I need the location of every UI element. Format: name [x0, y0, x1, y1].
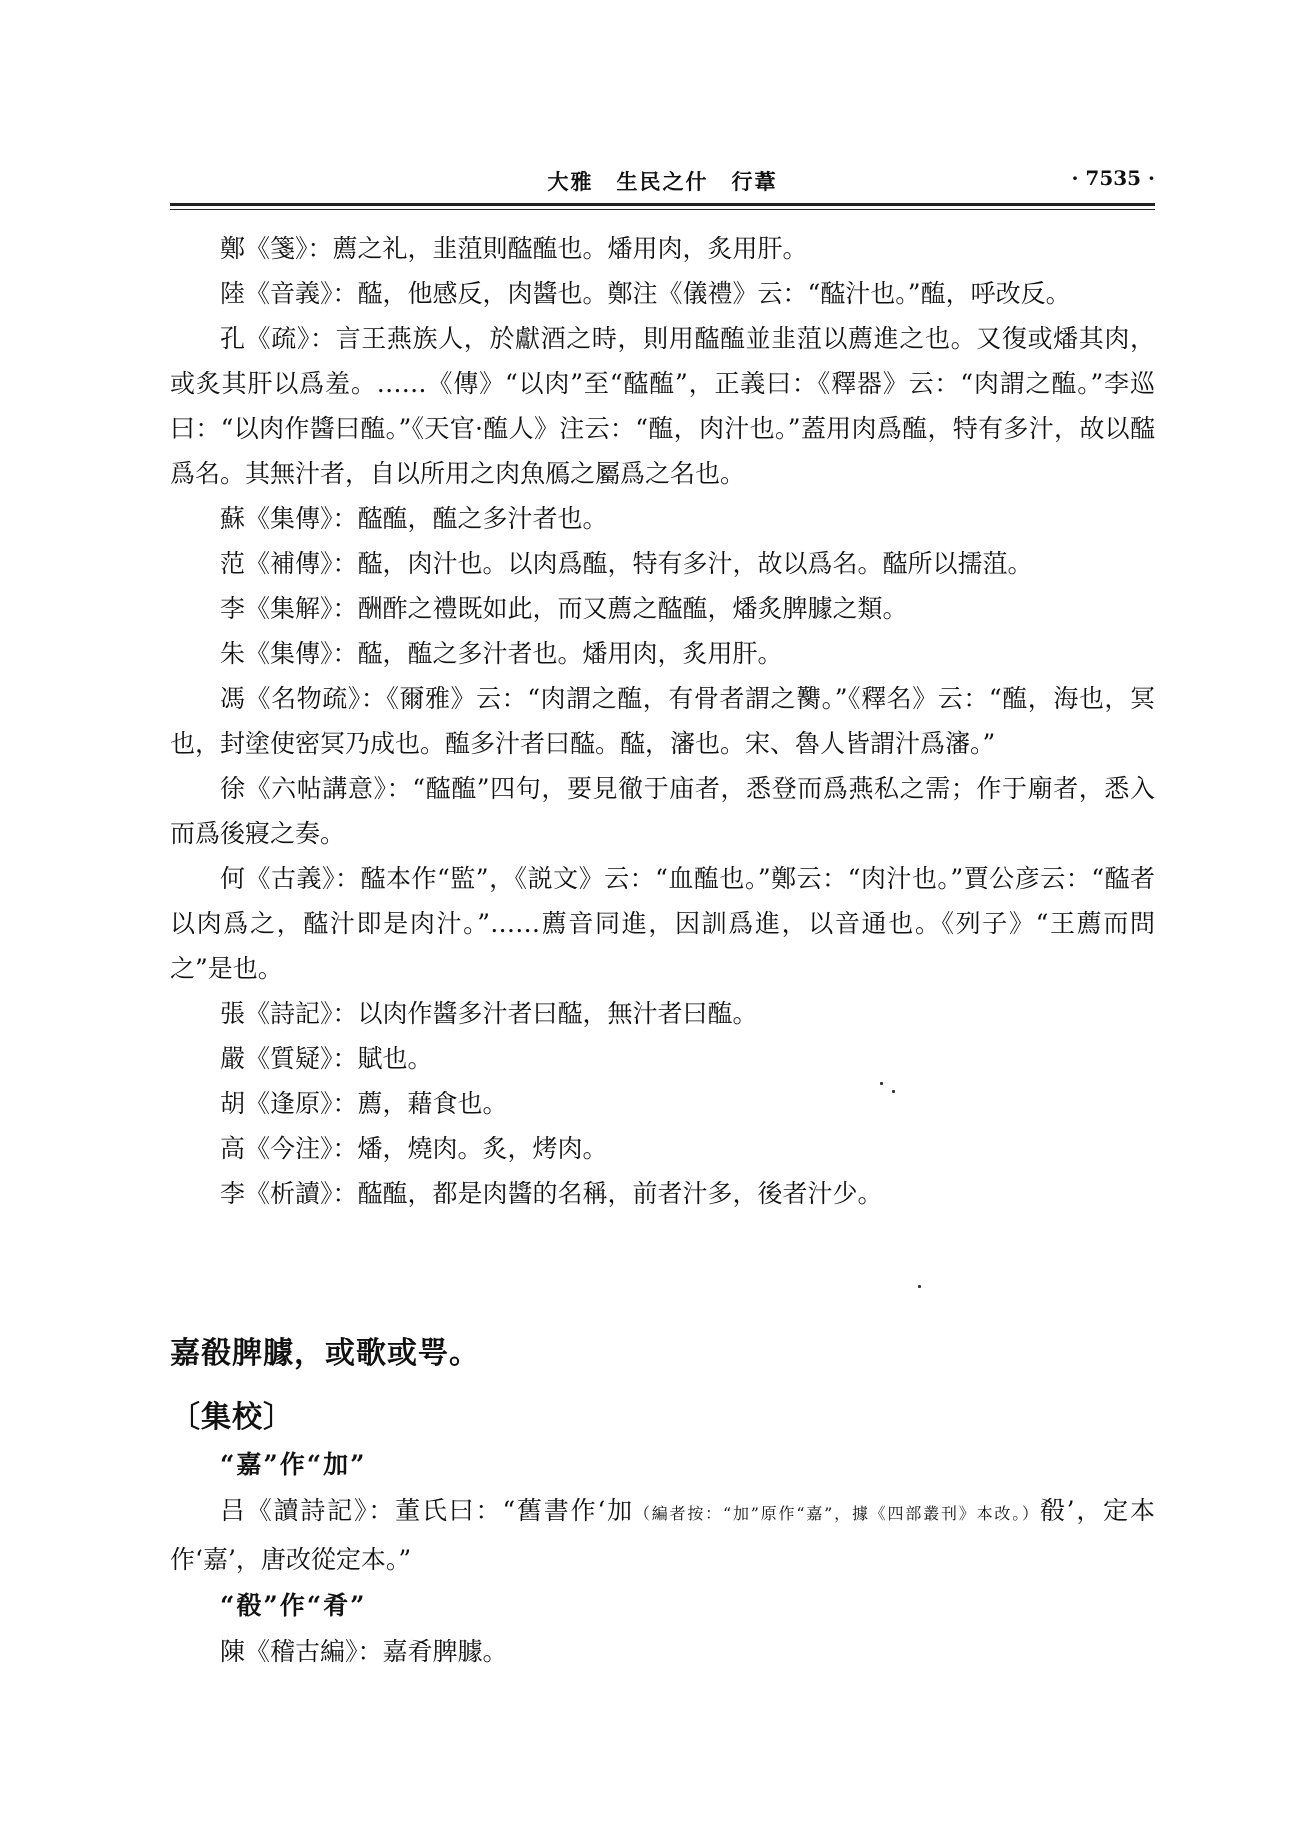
commentary-paragraph: 高《今注》：燔，燒肉。炙，烤肉。	[220, 1134, 608, 1163]
commentary-paragraph: 蘇《集傳》：醓醢，醢之多汁者也。	[220, 504, 608, 533]
commentary-paragraph: 鄭《箋》：薦之礼，韭菹則醓醢也。燔用肉，炙用肝。	[220, 234, 808, 263]
commentary-paragraph: 胡《逢原》：薦，藉食也。	[220, 1089, 508, 1118]
commentary-paragraph: 徐《六帖講意》：“醓醢”四句，要見徹于庙者，悉登而爲燕私之需；作于廟者，悉入而爲後寢之奏。	[170, 774, 1155, 848]
commentary-paragraph: 嚴《質疑》：賦也。	[220, 1044, 433, 1073]
collation-text: 吕《讀詩記》：董氏曰：“舊書作‘加	[220, 1496, 634, 1525]
collation-paragraph: 陳《稽古編》：嘉肴脾臄。	[220, 1637, 508, 1666]
commentary-paragraph: 孔《疏》：言王燕族人，於獻酒之時，則用醓醢並韭菹以薦進之也。又復或燔其肉，或炙其肝以爲羞。……《傳》“以肉”至“醓醢”，正義曰：《釋器》云：“肉謂之醢。”李巡曰：“以肉作醬曰醢。”《天官·醢人》注云：“醢，肉汁也。”蓋用肉爲醢，特有多汁，故以醓爲名。其無汁者，自以所用之肉魚鴈之屬爲之名也。	[170, 324, 1155, 488]
commentary-paragraph: 馮《名物疏》：《爾雅》云：“肉謂之醢，有骨者謂之臡。”《釋名》云：“醢，海也，冥也，封塗使密冥乃成也。醢多汁者曰醓。醓，瀋也。宋、魯人皆謂汁爲瀋。”	[170, 684, 1155, 758]
header-title: 大雅 生民之什 行葦	[547, 169, 778, 194]
commentary-paragraph: 陸《音義》：醓，他感反，肉醬也。鄭注《儀禮》云：“醓汁也。”醢，呼改反。	[220, 279, 1071, 308]
scan-speck	[880, 1082, 883, 1085]
scan-speck	[892, 1090, 895, 1093]
editor-note: （編者按：“加”原作“嘉”，據《四部叢刊》本改。）	[633, 1504, 1040, 1523]
commentary-paragraph: 張《詩記》：以肉作醬多汁者曰醓，無汁者曰醢。	[220, 999, 758, 1028]
section-heading: 〔集校〕	[170, 1400, 294, 1435]
header-rule-thin	[170, 209, 1155, 210]
collation-text: 殽’，定本作‘嘉’，唐改從定本。”	[170, 1496, 1155, 1574]
verse-heading: 嘉殽脾臄，或歌或咢。	[170, 1336, 480, 1371]
scan-speck	[918, 1285, 921, 1288]
running-header	[170, 160, 1155, 200]
header-rule-thick	[170, 203, 1155, 206]
commentary-paragraph: 朱《集傳》：醓，醢之多汁者也。燔用肉，炙用肝。	[220, 639, 783, 668]
collation-paragraph	[170, 1488, 1155, 1583]
collation-subheading: “嘉”作“加”	[220, 1450, 367, 1479]
collation-subheading: “殽”作“肴”	[220, 1591, 367, 1620]
commentary-body	[170, 226, 1155, 1216]
commentary-paragraph: 何《古義》：醓本作“監”，《説文》云：“血醢也。”鄭云：“肉汁也。”賈公彦云：“醓者以肉爲之，醓汁即是肉汁。”……薦音同進，因訓爲進，以音通也。《列子》“王薦而問之”是也。	[170, 864, 1155, 983]
commentary-paragraph: 李《析讀》：醓醢，都是肉醬的名稱，前者汁多，後者汁少。	[220, 1179, 883, 1208]
collation-body	[170, 1442, 1155, 1675]
page-number: · 7535 ·	[1071, 166, 1155, 190]
commentary-paragraph: 李《集解》：酬酢之禮既如此，而又薦之醓醢，燔炙脾臄之類。	[220, 594, 908, 623]
commentary-paragraph: 范《補傳》：醓，肉汁也。以肉爲醢，特有多汁，故以爲名。醓所以擩菹。	[220, 549, 1033, 578]
